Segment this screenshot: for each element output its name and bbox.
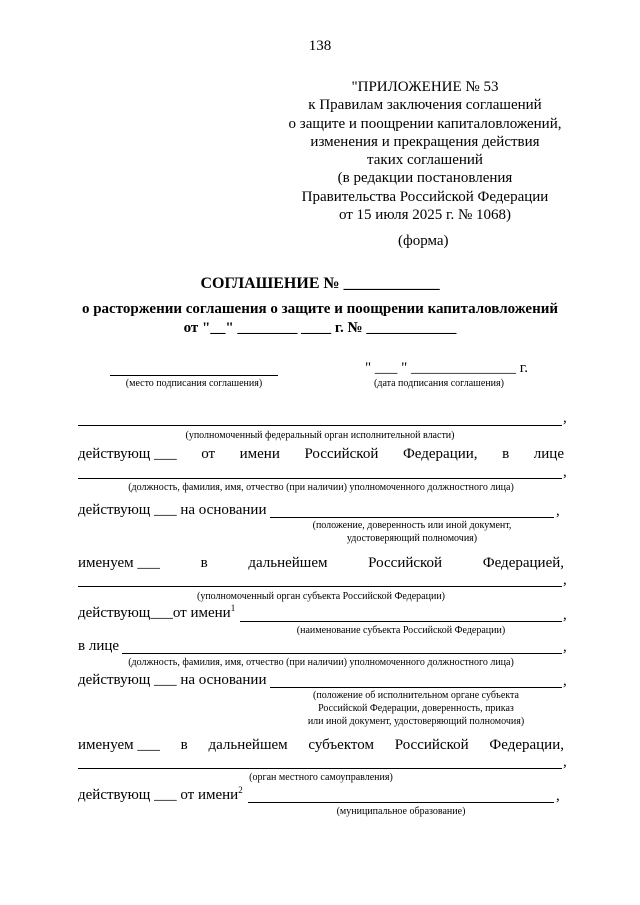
- word: Российской: [304, 446, 379, 462]
- basis-caption-1a: (положение, доверенность или иной документ,: [312, 520, 512, 531]
- appendix-line: от 15 июля 2025 г. № 1068): [338, 207, 512, 224]
- federal-body-line: [78, 425, 562, 426]
- comma: ,: [563, 673, 567, 689]
- appendix-line: таких соглашений: [367, 152, 483, 169]
- comma: ,: [563, 639, 567, 655]
- comma: ,: [563, 464, 567, 480]
- in-person: в лице: [78, 638, 120, 654]
- regional-body-line: [78, 586, 562, 587]
- word: в: [200, 555, 208, 571]
- footnote-1: 1: [230, 603, 236, 613]
- municipality-line: [248, 802, 554, 803]
- word: Федерации,: [402, 446, 478, 462]
- page-number: 138: [308, 38, 332, 54]
- word: Федерации,: [489, 737, 564, 753]
- word: действующ ___: [78, 446, 177, 462]
- official-caption-1: (должность, фамилия, имя, отчество (при наличии) уполномоченного должностного лица): [128, 482, 514, 493]
- acting-on-behalf-1: [78, 605, 235, 622]
- acting-on-behalf-2: [78, 787, 243, 804]
- word: имени: [239, 446, 280, 462]
- date-line: " ___ " ______________ г.: [365, 360, 528, 376]
- basis-line-2: [270, 687, 562, 688]
- federal-body-caption: (уполномоченный федеральный орган исполнительной власти): [185, 430, 455, 441]
- comma: ,: [563, 572, 567, 588]
- word: в: [502, 446, 510, 462]
- place-line: [110, 375, 278, 376]
- word: субъектом: [308, 737, 374, 753]
- official-line-1: [78, 478, 562, 479]
- comma: ,: [556, 503, 560, 519]
- regional-body-caption: (уполномоченный орган субъекта Российской Федерации): [196, 591, 446, 602]
- basis-caption-2a: (положение об исполнительном органе субъекта: [313, 690, 519, 701]
- comma: ,: [563, 410, 567, 426]
- local-body-line: [78, 768, 562, 769]
- word: Российской: [368, 555, 443, 571]
- appendix-line: к Правилам заключения соглашений: [308, 97, 542, 114]
- local-body-caption: (орган местного самоуправления): [249, 772, 393, 783]
- document-title: СОГЛАШЕНИЕ № ____________: [200, 275, 440, 292]
- word: от: [201, 446, 216, 462]
- comma: ,: [563, 754, 567, 770]
- acting-row: [78, 446, 564, 463]
- appendix-line: "ПРИЛОЖЕНИЕ № 53: [351, 79, 499, 95]
- appendix-line: изменения и прекращения действия: [310, 133, 540, 150]
- word: Российской: [394, 737, 469, 753]
- document-subtitle: о расторжении соглашения о защите и поощрении капиталовложений: [81, 301, 559, 317]
- form-label: (форма): [398, 233, 449, 249]
- subject-name-caption: (наименование субъекта Российской Федерации): [296, 625, 506, 636]
- named-subject-row: [78, 737, 564, 754]
- word: в: [180, 737, 188, 753]
- named-rf-row: [78, 555, 564, 572]
- basis-caption-1b: удостоверяющий полномочия): [346, 533, 478, 544]
- date-caption: (дата подписания соглашения): [374, 378, 504, 389]
- text: действующ ___ от имени: [78, 787, 239, 803]
- word: именуем ___: [78, 737, 160, 753]
- comma: ,: [563, 607, 567, 623]
- basis-caption-2b: Российской Федерации, доверенность, приказ: [318, 703, 514, 714]
- footnote-2: 2: [238, 785, 243, 795]
- place-caption: (место подписания соглашения): [125, 378, 263, 389]
- basis-caption-2c: или иной документ, удостоверяющий полномочия): [307, 716, 525, 727]
- appendix-line: о защите и поощрении капиталовложений,: [288, 115, 562, 132]
- word: дальнейшем: [248, 555, 328, 571]
- appendix-header: [280, 78, 570, 224]
- appendix-line: (в редакции постановления: [337, 170, 513, 187]
- municipality-caption: (муниципальное образование): [336, 806, 466, 817]
- document-subtitle-date: от "__" ________ ____ г. № ____________: [183, 320, 457, 336]
- subject-name-line: [240, 621, 562, 622]
- text: действующ___от имени: [78, 605, 231, 621]
- word: лице: [533, 446, 564, 462]
- acting-basis-2: действующ ___ на основании: [78, 672, 267, 688]
- appendix-line: Правительства Российской Федерации: [301, 188, 549, 205]
- comma: ,: [556, 788, 560, 804]
- word: Федерацией,: [482, 555, 564, 571]
- basis-line-1: [270, 517, 554, 518]
- word: именуем ___: [78, 555, 160, 571]
- official-caption-2: (должность, фамилия, имя, отчество (при наличии) уполномоченного должностного лица): [128, 657, 514, 668]
- official-line-2: [122, 653, 562, 654]
- acting-basis-1: действующ ___ на основании: [78, 502, 267, 518]
- word: дальнейшем: [208, 737, 288, 753]
